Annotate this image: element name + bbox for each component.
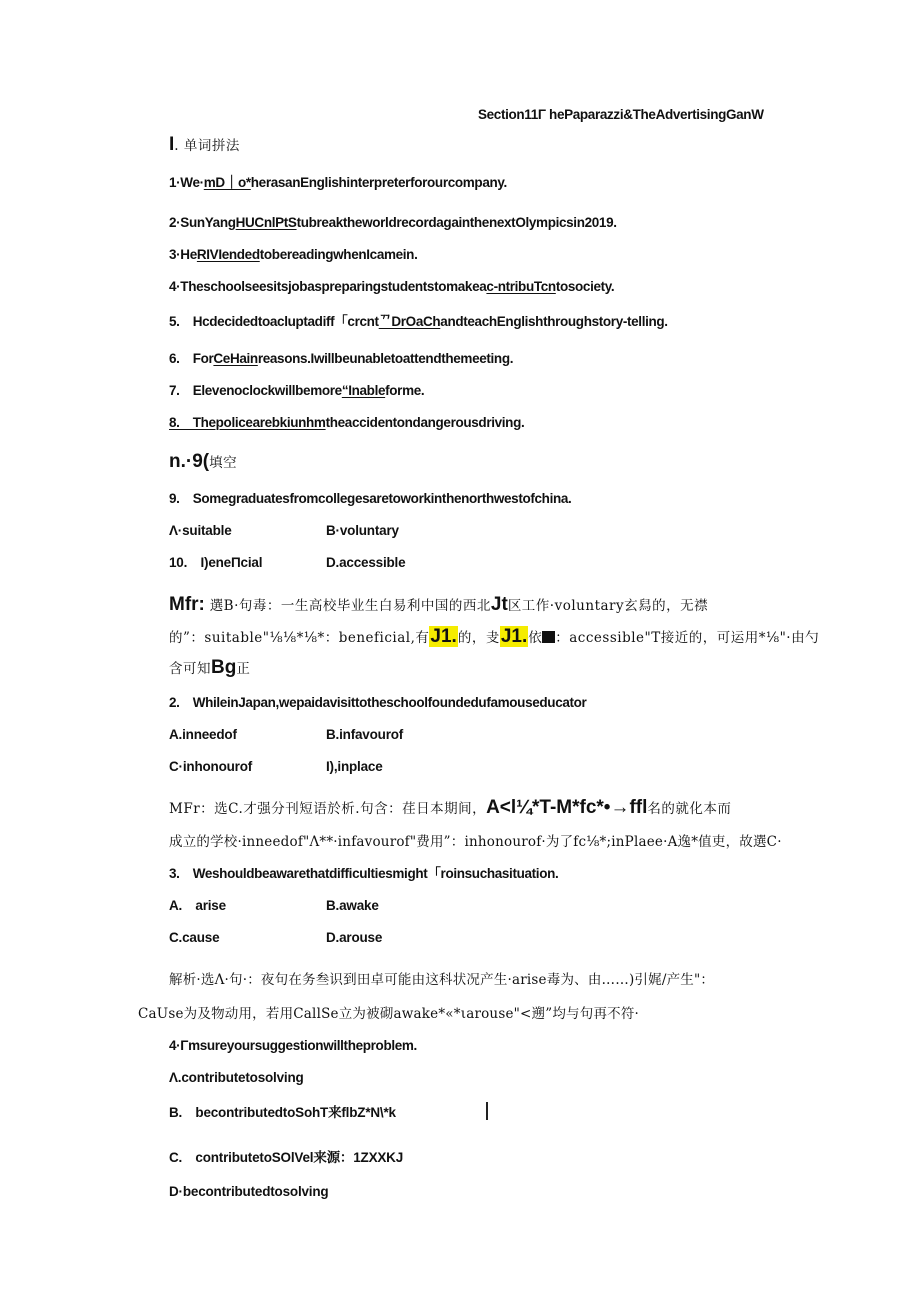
question-9-option-b: B·voluntary [326,523,399,538]
spelling-item-1: 1·We·mD｜o*herasanEnglishinterpreterforourcompany. [169,175,507,190]
text-cursor-mark [486,1102,488,1120]
highlight-mark: J1. [430,626,457,647]
question-9-option-a: Λ·suitable [169,523,232,538]
spelling-item-3: 3·HeRIVIendedtobereadingwhenIcamein. [169,247,418,262]
question-2-option-d: I),inplace [326,759,383,774]
spelling-item-6: 6. ForCeHainreasons.Iwillbeunabletoattendthemeeting. [169,351,514,366]
section-heading-text: 填空 [209,455,238,471]
answer-blank: ᄁDrOaCh [378,314,441,329]
answer-blank: “Inable [341,383,386,398]
answer-blank: RIVIended [196,247,260,262]
section-heading-fill-in [169,453,237,472]
spelling-item-2: 2·SunYangHUCnlPtStubreaktheworldrecordagainthenextOlympicsin2019. [169,215,617,230]
spelling-item-4: 4·Theschoolseesitsjobaspreparingstudentstomakeac-ntribuTcntosociety. [169,279,615,294]
analysis-label: Mfr: [169,594,205,615]
answer-blank: c-ntribuTcn [486,279,556,294]
question-9-option-c: 10. I)eneΠcial [169,555,263,570]
question-2-option-b: B.infavourof [326,727,404,742]
question-2-analysis-line-2: 成立的学校·inneedof"Λ**·infavourof"费用”：inhonourof·为了fc⅛*;inPlaee·A逸*值吏，故選C· [169,834,782,850]
question-4-stem: 4·Γmsureyoursuggestionwilltheproblem. [169,1038,417,1053]
highlight-mark: J1. [500,626,528,647]
black-square [542,631,555,643]
question-4-option-d: D·becontributedtosolving [169,1184,329,1199]
question-3-analysis-line-2: CaUse为及物动用，若用CallSe立为被砌awake*«*ιarouse"<遡”均与句再不符· [138,1006,640,1022]
answer-blank: 8. Thepolicearebkiunhm [169,415,326,430]
question-2-stem: 2. WhileinJapan,wepaidavisittotheschoolfoundedufamouseducator [169,695,587,710]
question-3-option-b: B.awake [326,898,379,913]
question-2-option-a: A.inneedof [169,727,237,742]
question-9-stem: 9. Somegraduatesfromcollegesaretoworkinthenorthwestofchina. [169,491,572,506]
question-4-option-a: Λ.contributetosolving [169,1070,304,1085]
question-3-option-c: C.cause [169,930,220,945]
question-3-stem: 3. Weshouldbeawarethatdifficultiesmight「roinsuchasituation. [169,866,559,881]
question-2-option-c: C·inhonourof [169,759,253,774]
spelling-item-7: 7. Elevenoclockwillbemore“Inableforme. [169,383,425,398]
question-9-option-d: D.accessible [326,555,406,570]
section-heading-number: n.·9( [169,451,210,472]
question-3-option-d: D.arouse [326,930,383,945]
question-2-analysis-line-1: MFr：选C.才强分刊短语於析.句含：荏日本期间，A<l¼*T-M*fc*•→ffl名的就化本而 [169,797,732,818]
section-heading-text: . 单词拼法 [174,138,240,154]
question-4-option-b: B. becontributedtoSohT来flbZ*N\*k [169,1105,396,1120]
question-3-analysis-line-1: 解析·选Λ·句·：夜句在务叁识到田卓可能由这科状况产生·arise毒为、由……)引娓/产生"： [169,972,715,988]
section-heading-spelling [169,136,240,155]
page-title: Section11Γ hePaparazzi&TheAdvertisingGanW [478,107,764,122]
question-4-option-c: C. contributetoSOlVel来源：1ZXXKJ [169,1150,404,1165]
question-9-analysis-line-3: 含可知Bg正 [169,657,251,678]
spelling-item-5: 5. Hcdecidedtoacluptadiff「crcntᄁDrOaChandteachEnglishthroughstory-telling. [169,314,668,329]
question-9-analysis-line-1: Mfr: 選B·句毒：一生高校毕业生白易利中国的西北Jt区工作·voluntary玄舄的，无襟 [169,594,709,615]
question-3-option-a: A. arise [169,898,226,913]
section-heading-number: I [169,134,175,155]
spelling-item-8: 8. Thepolicearebkiunhmtheaccidentondangerousdriving. [169,415,525,430]
question-9-analysis-line-2: 的”：suitable"⅛⅛*⅛*：beneficial,有J1.的，叏J1.依 ：accessible"T接近的，可运用*⅛"·由勺 [169,626,820,647]
answer-blank: mD｜o* [203,175,251,190]
answer-blank: HUCnlPtS [235,215,297,230]
answer-blank: CeHain [213,351,258,366]
